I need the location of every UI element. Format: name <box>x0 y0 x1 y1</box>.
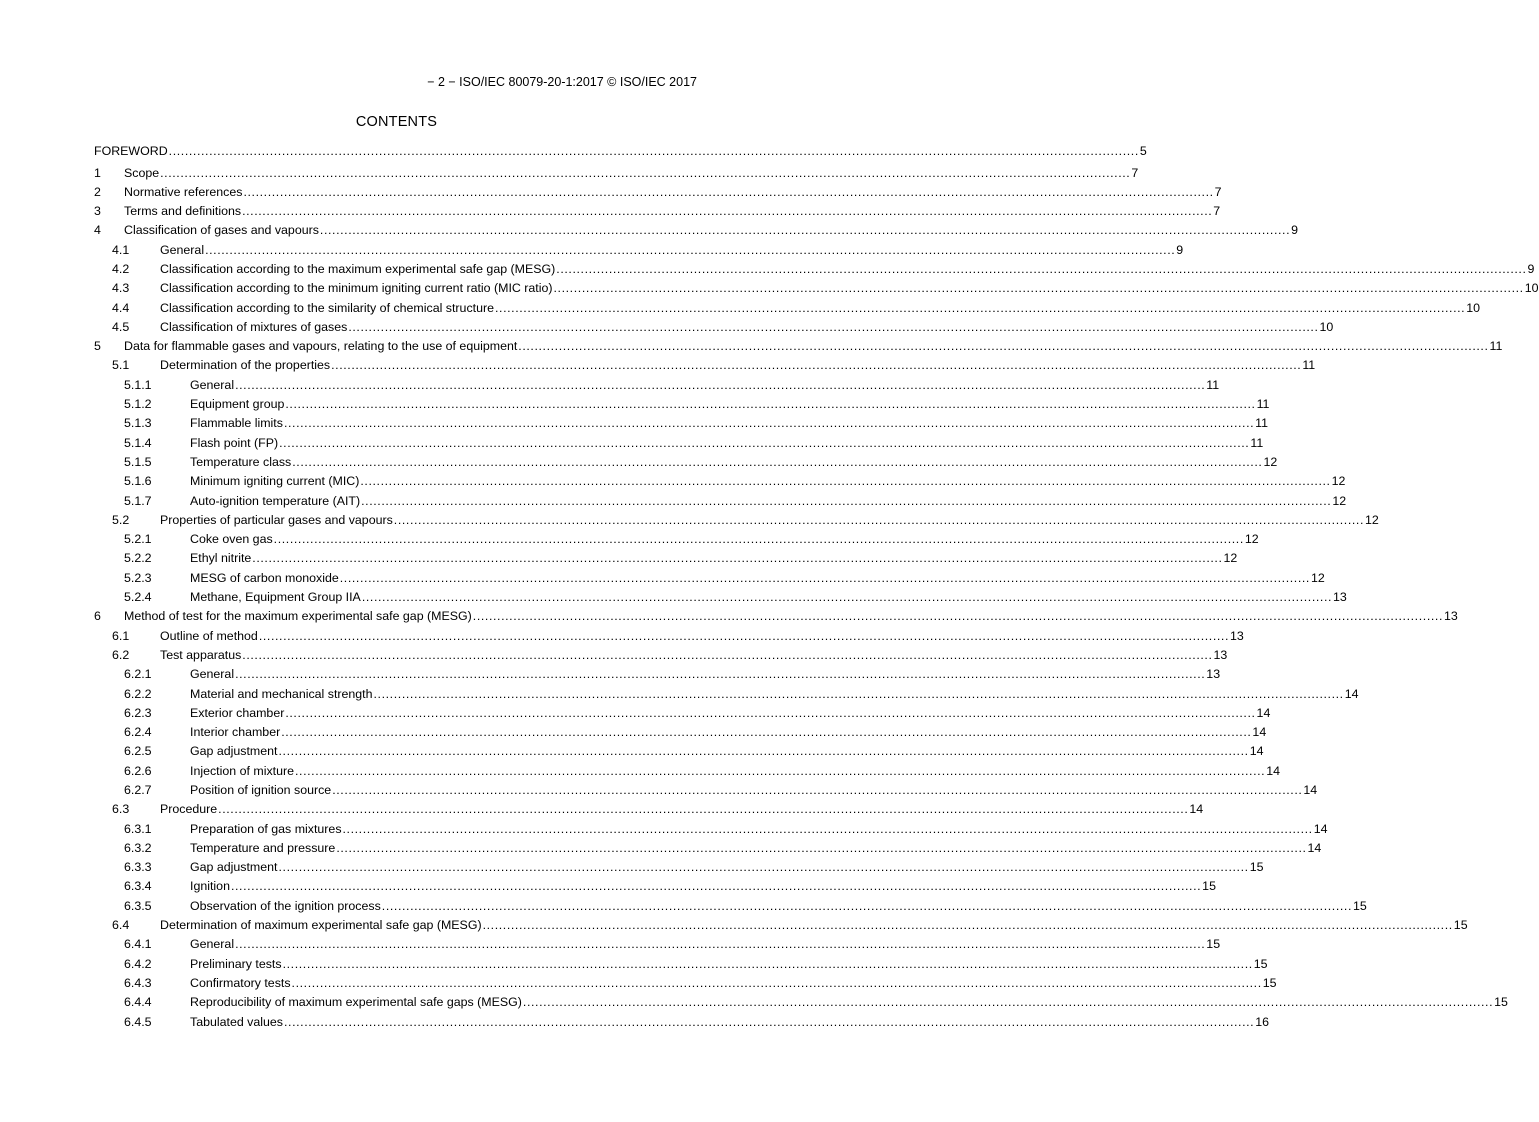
toc-entry-page: 10 <box>1524 281 1539 296</box>
toc-entry-number: 5.1.2 <box>124 397 152 412</box>
toc-leader-dots <box>235 937 1205 951</box>
toc-entry-number: 5.1.3 <box>124 416 152 431</box>
toc-entry-number: 6.3.5 <box>124 898 152 913</box>
toc-leader-dots <box>336 841 1306 855</box>
toc-entry-number: 2 <box>94 184 101 199</box>
toc-entry-label: Temperature and pressure <box>190 840 336 855</box>
toc-entry[interactable] <box>94 705 1271 725</box>
toc-entry[interactable] <box>94 918 1468 937</box>
toc-entry-label: Determination of the properties <box>160 358 331 373</box>
toc-entry-number: 5.1.1 <box>124 377 152 392</box>
toc-entry-page: 13 <box>1443 609 1458 624</box>
toc-entry-label: Ignition <box>190 879 230 894</box>
toc-entry-number: 6.4.2 <box>124 956 152 971</box>
toc-leader-dots <box>348 320 1318 334</box>
toc-entry-page: 14 <box>1249 744 1264 759</box>
toc-entry-label: Equipment group <box>190 397 285 412</box>
toc-entry-page: 12 <box>1331 474 1346 489</box>
toc-entry-label: Material and mechanical strength <box>190 686 373 701</box>
toc-leader-dots <box>473 609 1443 623</box>
toc-entry-label: MESG of carbon monoxide <box>190 570 339 585</box>
toc-entry-number: 6.2.6 <box>124 763 152 778</box>
toc-entry[interactable] <box>94 1014 1269 1034</box>
toc-leader-dots <box>285 397 1255 411</box>
toc-leader-dots <box>283 957 1253 971</box>
toc-entry[interactable] <box>94 223 1299 242</box>
toc-entry[interactable] <box>94 204 1221 223</box>
toc-entry-label: General <box>190 667 235 682</box>
toc-entry-label: Classification according to the maximum experimental safe gap (MESG) <box>160 261 556 276</box>
toc-entry[interactable] <box>94 358 1316 377</box>
toc-entry-page: 12 <box>1244 532 1259 547</box>
toc-entry-number: 3 <box>94 204 101 219</box>
toc-leader-dots <box>274 532 1244 546</box>
toc-entry[interactable] <box>94 667 1221 686</box>
toc-entry[interactable] <box>94 474 1346 493</box>
toc-entry-label: Gap adjustment <box>190 744 278 759</box>
toc-leader-dots <box>332 783 1302 797</box>
toc-entry-page: 11 <box>1255 416 1269 431</box>
toc-entry[interactable] <box>94 319 1334 339</box>
toc-entry[interactable] <box>94 744 1264 763</box>
toc-entry-page: 14 <box>1303 783 1318 797</box>
toc-entry-label: Classification of gases and vapours <box>124 223 319 238</box>
toc-entry-page: 11 <box>1206 377 1220 392</box>
toc-entry-label: Observation of the ignition process <box>190 898 381 913</box>
toc-entry-label: Exterior chamber <box>190 705 285 720</box>
toc-leader-dots <box>556 262 1526 276</box>
toc-entry-page: 9 <box>1291 223 1299 238</box>
toc-entry-label: Confirmatory tests <box>190 975 291 990</box>
toc-entry-label: Data for flammable gases and vapours, relating to the use of equipment <box>124 339 518 354</box>
toc-entry[interactable] <box>94 397 1270 416</box>
toc-entry-number: 5.1.4 <box>124 435 152 450</box>
toc-entry-page: 15 <box>1494 995 1508 1010</box>
toc-entry-number: 6 <box>94 609 101 624</box>
toc-entry-page: 13 <box>1230 628 1244 643</box>
toc-entry[interactable] <box>94 725 1267 744</box>
toc-entry[interactable] <box>94 879 1216 898</box>
toc-entry[interactable] <box>94 532 1259 551</box>
toc-entry-page: 14 <box>1307 840 1322 855</box>
toc-entry-page: 12 <box>1365 512 1379 527</box>
toc-leader-dots <box>360 474 1330 488</box>
toc-entry-number: 4.5 <box>112 319 130 334</box>
toc-entry-label: Coke oven gas <box>190 532 273 547</box>
toc-entry-page: 12 <box>1263 454 1278 469</box>
toc-leader-dots <box>518 339 1488 353</box>
toc-entry-number: 5.1.7 <box>124 493 152 508</box>
toc-entry[interactable] <box>94 242 1184 262</box>
toc-entry[interactable] <box>94 144 1147 166</box>
toc-entry-label: Preliminary tests <box>190 956 282 971</box>
toc-entry-label: Test apparatus <box>160 647 242 662</box>
toc-entry[interactable] <box>94 937 1221 956</box>
toc-entry-number: 4 <box>94 223 101 238</box>
contents-title: CONTENTS <box>355 114 438 130</box>
toc-entry-label: Terms and definitions <box>124 204 242 219</box>
toc-entry-label: Classification according to the minimum igniting current ratio (MIC ratio) <box>160 281 553 296</box>
toc-leader-dots <box>278 860 1248 874</box>
toc-entry-page: 13 <box>1213 647 1228 662</box>
toc-leader-dots <box>281 725 1251 739</box>
toc-leader-dots <box>243 185 1213 199</box>
toc-entry-number: 5.1.5 <box>124 454 152 469</box>
toc-entry-label: Methane, Equipment Group IIA <box>190 590 361 605</box>
toc-leader-dots <box>362 590 1332 604</box>
toc-leader-dots <box>205 243 1175 257</box>
toc-leader-dots <box>285 706 1255 720</box>
toc-entry[interactable] <box>94 840 1322 860</box>
toc-entry[interactable] <box>94 416 1269 435</box>
toc-entry[interactable] <box>94 339 1503 358</box>
toc-entry-page: 7 <box>1131 165 1139 180</box>
toc-entry-number: 5.1 <box>112 358 130 373</box>
toc-leader-dots <box>284 1015 1254 1029</box>
toc-entry-number: 6.3.3 <box>124 860 152 875</box>
toc-entry-number: 6.4.4 <box>124 995 152 1010</box>
toc-leader-dots <box>382 899 1352 913</box>
toc-leader-dots <box>169 144 1139 158</box>
toc-entry-number: 6.2.5 <box>124 744 152 759</box>
toc-entry[interactable] <box>94 995 1508 1014</box>
toc-entry-label: Procedure <box>160 802 218 817</box>
toc-leader-dots <box>279 436 1249 450</box>
toc-leader-dots <box>252 551 1222 565</box>
toc-entry-page: 14 <box>1252 725 1267 740</box>
toc-entry-number: 6.3.4 <box>124 879 152 894</box>
toc-leader-dots <box>235 378 1205 392</box>
toc-entry-number: 6.4 <box>112 918 130 933</box>
toc-entry-number: 5 <box>94 339 101 354</box>
toc-entry-label: Flash point (FP) <box>190 435 279 450</box>
toc-entry-page: 5 <box>1139 144 1147 158</box>
toc-leader-dots <box>292 455 1262 469</box>
toc-entry[interactable] <box>94 628 1244 648</box>
toc-entry-label: Reproducibility of maximum experimental safe gaps (MESG) <box>190 995 522 1010</box>
toc-entry-number: 5.2.3 <box>124 570 152 585</box>
toc-entry-label: Flammable limits <box>190 416 283 431</box>
toc-entry-number: 6.2.4 <box>124 725 152 740</box>
toc-entry-number: 6.3.1 <box>124 821 152 836</box>
toc-entry-label: Normative references <box>124 184 243 199</box>
toc-entry[interactable] <box>94 184 1222 204</box>
toc-entry-label: Ethyl nitrite <box>190 551 252 566</box>
toc-entry-number: 5.1.6 <box>124 474 152 489</box>
toc-entry-number: 4.4 <box>112 300 130 315</box>
toc-entry-label: Preparation of gas mixtures <box>190 821 342 836</box>
toc-entry-number: 4.3 <box>112 281 130 296</box>
toc-entry-page: 11 <box>1489 339 1503 354</box>
toc-entry-page: 9 <box>1176 242 1184 257</box>
toc-entry-number: 5.2.1 <box>124 532 152 547</box>
toc-entry-number: 6.1 <box>112 628 130 643</box>
toc-entry-page: 13 <box>1206 667 1221 682</box>
toc-entry-number: 6.2.2 <box>124 686 152 701</box>
toc-entry-number: 6.2.3 <box>124 705 152 720</box>
toc-entry-number: 6.3.2 <box>124 840 152 855</box>
toc-entry-label: Position of ignition source <box>190 783 332 797</box>
toc-entry-page: 10 <box>1466 300 1480 315</box>
toc-entry-label: Properties of particular gases and vapours <box>160 512 393 527</box>
toc-entry-label: Classification according to the similarity of chemical structure <box>160 300 494 315</box>
toc-entry-page: 14 <box>1189 802 1204 817</box>
toc-entry-number: 5.2 <box>112 512 130 527</box>
toc-entry[interactable] <box>94 802 1204 821</box>
table-of-contents <box>94 144 1539 1034</box>
toc-entry-number: 4.2 <box>112 261 130 276</box>
toc-entry-label: Tabulated values <box>190 1014 283 1029</box>
toc-leader-dots <box>292 976 1262 990</box>
toc-entry-page: 15 <box>1253 956 1268 971</box>
toc-entry-page: 9 <box>1527 261 1535 276</box>
toc-entry-label: Determination of maximum experimental safe gap (MESG) <box>160 918 482 933</box>
toc-entry-label: Method of test for the maximum experimental safe gap (MESG) <box>124 609 472 624</box>
toc-entry-page: 12 <box>1223 551 1238 566</box>
toc-leader-dots <box>320 223 1290 237</box>
toc-entry[interactable] <box>94 377 1220 397</box>
toc-leader-dots <box>160 166 1130 180</box>
toc-entry-page: 13 <box>1333 590 1347 605</box>
toc-entry-page: 15 <box>1262 975 1277 990</box>
toc-entry[interactable] <box>94 300 1480 320</box>
toc-entry-page: 14 <box>1344 686 1359 701</box>
toc-entry[interactable] <box>94 590 1347 609</box>
toc-leader-dots <box>284 416 1254 430</box>
toc-leader-dots <box>242 204 1212 218</box>
toc-entry[interactable] <box>94 783 1318 802</box>
toc-entry-page: 15 <box>1249 860 1264 875</box>
toc-leader-dots <box>361 494 1331 508</box>
toc-entry-page: 15 <box>1453 918 1468 933</box>
toc-entry[interactable] <box>94 860 1264 879</box>
toc-entry[interactable] <box>94 281 1539 300</box>
toc-entry-label: General <box>190 937 235 952</box>
toc-entry-page: 7 <box>1214 184 1222 199</box>
toc-entry[interactable] <box>94 975 1277 995</box>
toc-entry[interactable] <box>94 956 1268 976</box>
toc-entry[interactable] <box>94 898 1367 918</box>
toc-leader-dots <box>242 648 1212 662</box>
toc-entry[interactable] <box>94 165 1139 185</box>
toc-entry[interactable] <box>94 570 1325 590</box>
toc-entry-label: Gap adjustment <box>190 860 278 875</box>
toc-leader-dots <box>331 358 1301 372</box>
toc-entry[interactable] <box>94 551 1238 570</box>
toc-entry-number: 6.2.1 <box>124 667 152 682</box>
toc-entry[interactable] <box>94 454 1278 474</box>
toc-leader-dots <box>340 571 1310 585</box>
toc-entry-label: General <box>160 242 205 257</box>
toc-entry-page: 15 <box>1206 937 1221 952</box>
toc-entry-label: Minimum igniting current (MIC) <box>190 474 360 489</box>
toc-entry-page: 14 <box>1313 821 1328 836</box>
toc-leader-dots <box>235 667 1205 681</box>
toc-leader-dots <box>343 822 1313 836</box>
toc-entry-page: 11 <box>1256 397 1270 412</box>
toc-entry-number: 6.2 <box>112 647 130 662</box>
toc-entry-label: Interior chamber <box>190 725 281 740</box>
toc-entry-number: 6.4.1 <box>124 937 152 952</box>
toc-leader-dots <box>295 764 1265 778</box>
toc-entry-number: 6.3 <box>112 802 130 817</box>
toc-leader-dots <box>259 629 1229 643</box>
toc-entry[interactable] <box>94 512 1379 532</box>
toc-entry-label: General <box>190 377 235 392</box>
toc-entry-page: 15 <box>1202 879 1216 894</box>
toc-entry-page: 11 <box>1302 358 1316 373</box>
toc-entry-label: Outline of method <box>160 628 258 643</box>
toc-leader-dots <box>278 744 1248 758</box>
toc-entry-number: 6.2.7 <box>124 783 152 797</box>
toc-leader-dots <box>483 918 1453 932</box>
toc-entry-label: Classification of mixtures of gases <box>160 319 348 334</box>
toc-leader-dots <box>231 879 1201 893</box>
toc-leader-dots <box>523 995 1493 1009</box>
toc-entry-page: 7 <box>1213 204 1221 219</box>
toc-entry-page: 16 <box>1255 1014 1269 1029</box>
toc-entry[interactable] <box>94 686 1359 706</box>
toc-entry-label: Auto-ignition temperature (AIT) <box>190 493 361 508</box>
toc-entry[interactable] <box>94 821 1328 841</box>
toc-entry-number: 1 <box>94 165 101 180</box>
toc-leader-dots <box>374 687 1344 701</box>
toc-entry-page: 12 <box>1332 493 1347 508</box>
toc-entry[interactable] <box>94 609 1458 628</box>
toc-entry-page: 14 <box>1266 763 1280 778</box>
toc-entry-number: 5.2.2 <box>124 551 152 566</box>
toc-leader-dots <box>554 281 1524 295</box>
toc-entry-page: 10 <box>1319 319 1334 334</box>
toc-entry[interactable] <box>94 435 1264 455</box>
toc-entry-number: 5.2.4 <box>124 590 152 605</box>
page-header: − 2 − ISO/IEC 80079-20-1:2017 © ISO/IEC 2017 <box>427 75 697 89</box>
toc-entry-number: 6.4.3 <box>124 975 152 990</box>
toc-entry-page: 11 <box>1250 435 1264 450</box>
toc-entry-page: 14 <box>1256 705 1271 720</box>
toc-leader-dots <box>394 513 1364 527</box>
toc-entry-label: Scope <box>124 165 160 180</box>
toc-entry-number: 4.1 <box>112 242 130 257</box>
toc-entry[interactable] <box>94 647 1228 667</box>
toc-entry[interactable] <box>94 763 1280 783</box>
toc-entry[interactable] <box>94 493 1347 513</box>
toc-entry-label: Temperature class <box>190 454 292 469</box>
toc-entry-label: Injection of mixture <box>190 763 294 778</box>
toc-entry-page: 12 <box>1310 570 1325 585</box>
toc-entry-number: 6.4.5 <box>124 1014 152 1029</box>
toc-entry-label: FOREWORD <box>94 144 168 158</box>
toc-leader-dots <box>495 301 1465 315</box>
toc-leader-dots <box>218 802 1188 816</box>
toc-entry[interactable] <box>94 261 1535 281</box>
toc-entry-page: 15 <box>1353 898 1367 913</box>
